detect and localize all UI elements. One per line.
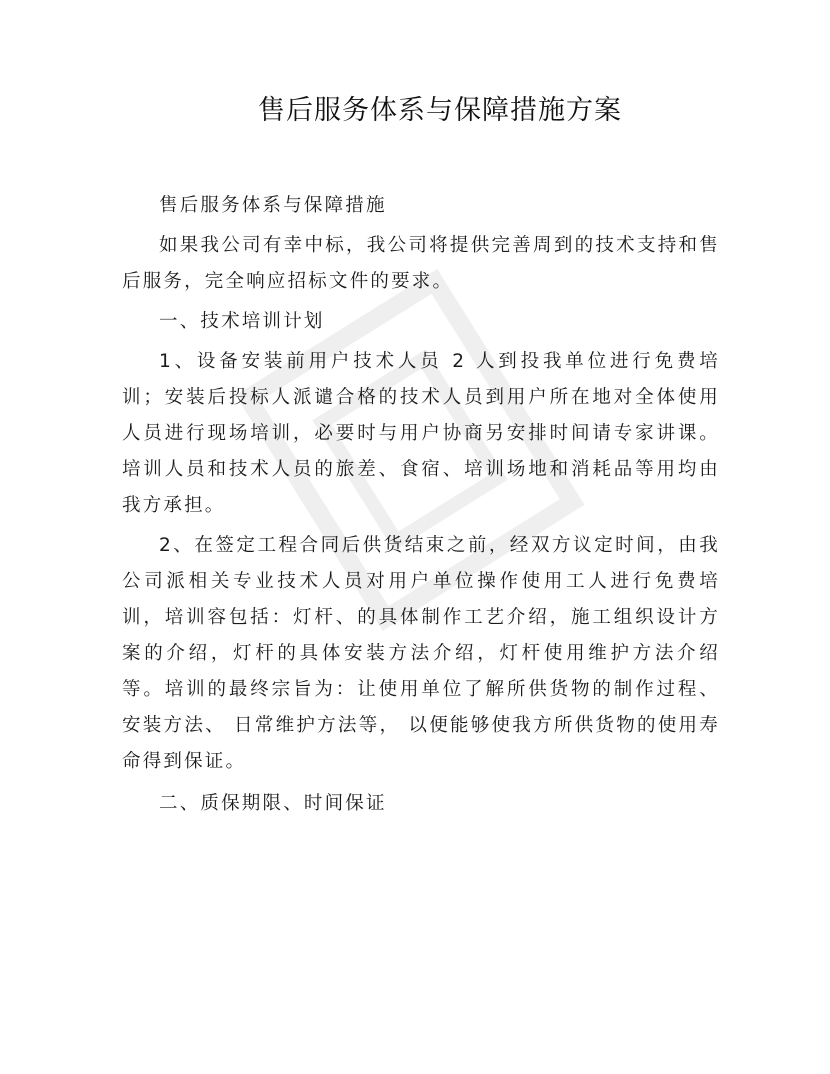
section-heading-warranty: 二、质保期限、时间保证 <box>159 793 387 814</box>
training-item-2: 2、在签定工程合同后供货结束之前，经双方议定时间，由我公司派相关专业技术人员对用户单位操作使用工人进行免费培训，培训容包括：灯杆、的具体制作工艺介绍，施工组织设计方案的介绍，灯杆的具体安装方法介绍，灯杆使用维护方法介绍等。培训的最终宗旨为：让使用单位了解所供货物的制作过程、安装方法、 日常维护方法等， 以便能够使我方所供货物的使用寿命得到保证。 <box>122 535 720 772</box>
document-body <box>122 188 720 822</box>
training-item-1: 1、设备安装前用户技术人员 2 人到投我单位进行免费培训；安装后投标人派谴合格的技术人员到用户所在地对全体使用人员进行现场培训，必要时与用户协商另安排时间请专家讲课。培训人员和技术人员的旅差、食宿、培训场地和消耗品等用均由我方承担。 <box>122 351 720 516</box>
section-heading-training: 一、技术培训计划 <box>159 311 325 332</box>
intro-paragraph: 如果我公司有幸中标，我公司将提供完善周到的技术支持和售后服务，完全响应招标文件的要求。 <box>122 235 720 292</box>
section-subtitle: 售后服务体系与保障措施 <box>159 195 387 216</box>
page-title: 售后服务体系与保障措施方案 <box>258 95 622 126</box>
